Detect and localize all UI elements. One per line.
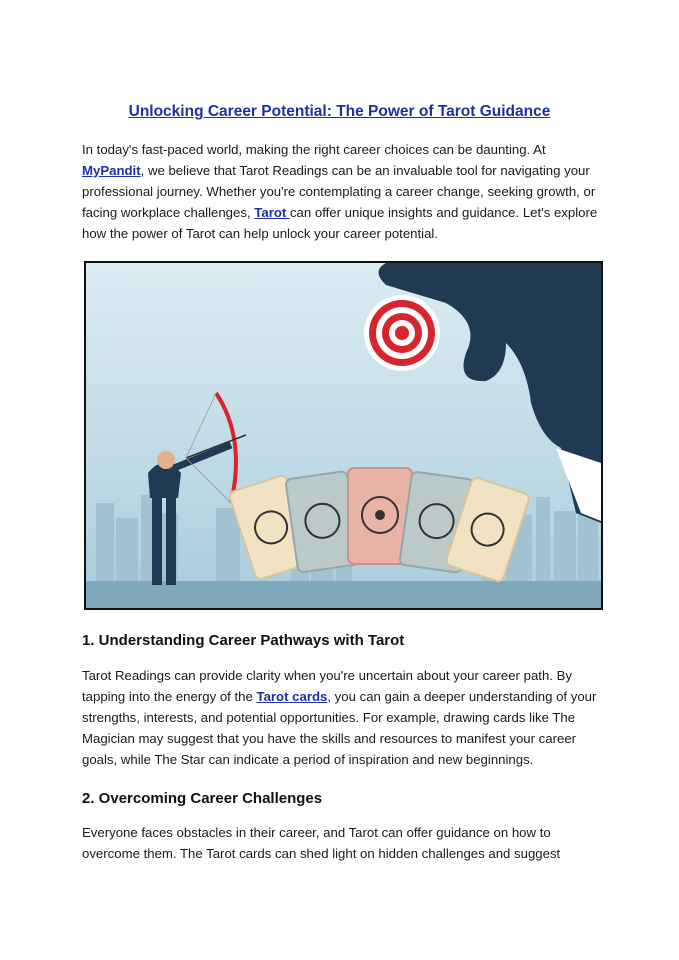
tarot-cards-link[interactable]: Tarot cards bbox=[256, 689, 328, 704]
intro-text-3: can offer unique insights and guidance. Let's explore how the power of Tarot can help unlock your career potential. bbox=[82, 205, 598, 241]
intro-text-2: , we believe that Tarot Readings can be an invaluable tool for navigating your professional journey. Whether you're contemplating a career change, seeking growth, or facing workplace challenges, bbox=[82, 163, 596, 220]
hero-illustration bbox=[84, 261, 603, 610]
intro-paragraph bbox=[82, 139, 602, 244]
page-title bbox=[0, 103, 679, 121]
tarot-career-illustration bbox=[86, 263, 601, 608]
mypandit-link[interactable]: MyPandit bbox=[82, 163, 141, 178]
section-2-heading: 2. Overcoming Career Challenges bbox=[82, 790, 323, 807]
title-link[interactable]: Unlocking Career Potential: The Power of Tarot Guidance bbox=[128, 103, 551, 120]
tarot-link[interactable]: Tarot bbox=[254, 205, 290, 220]
target-icon bbox=[364, 295, 440, 371]
section-1-text-1: Tarot Readings can provide clarity when you're uncertain about your career path. By tapping into the energy of the bbox=[82, 668, 572, 704]
intro-text-1: In today's fast-paced world, making the right career choices can be daunting. At bbox=[82, 142, 546, 157]
section-1-paragraph bbox=[82, 665, 602, 770]
section-1-text-2: , you can gain a deeper understanding of your strengths, interests, and potential opportunities. For example, drawing cards like The Magician may suggest that you have the skills and resources to manifest your career goals, while The Star can indicate a period of inspiration and new beginnings. bbox=[82, 689, 597, 767]
section-1-heading: 1. Understanding Career Pathways with Tarot bbox=[82, 632, 405, 649]
section-2-paragraph: Everyone faces obstacles in their career, and Tarot can offer guidance on how to overcome them. The Tarot cards can shed light on hidden challenges and suggest bbox=[82, 825, 561, 861]
